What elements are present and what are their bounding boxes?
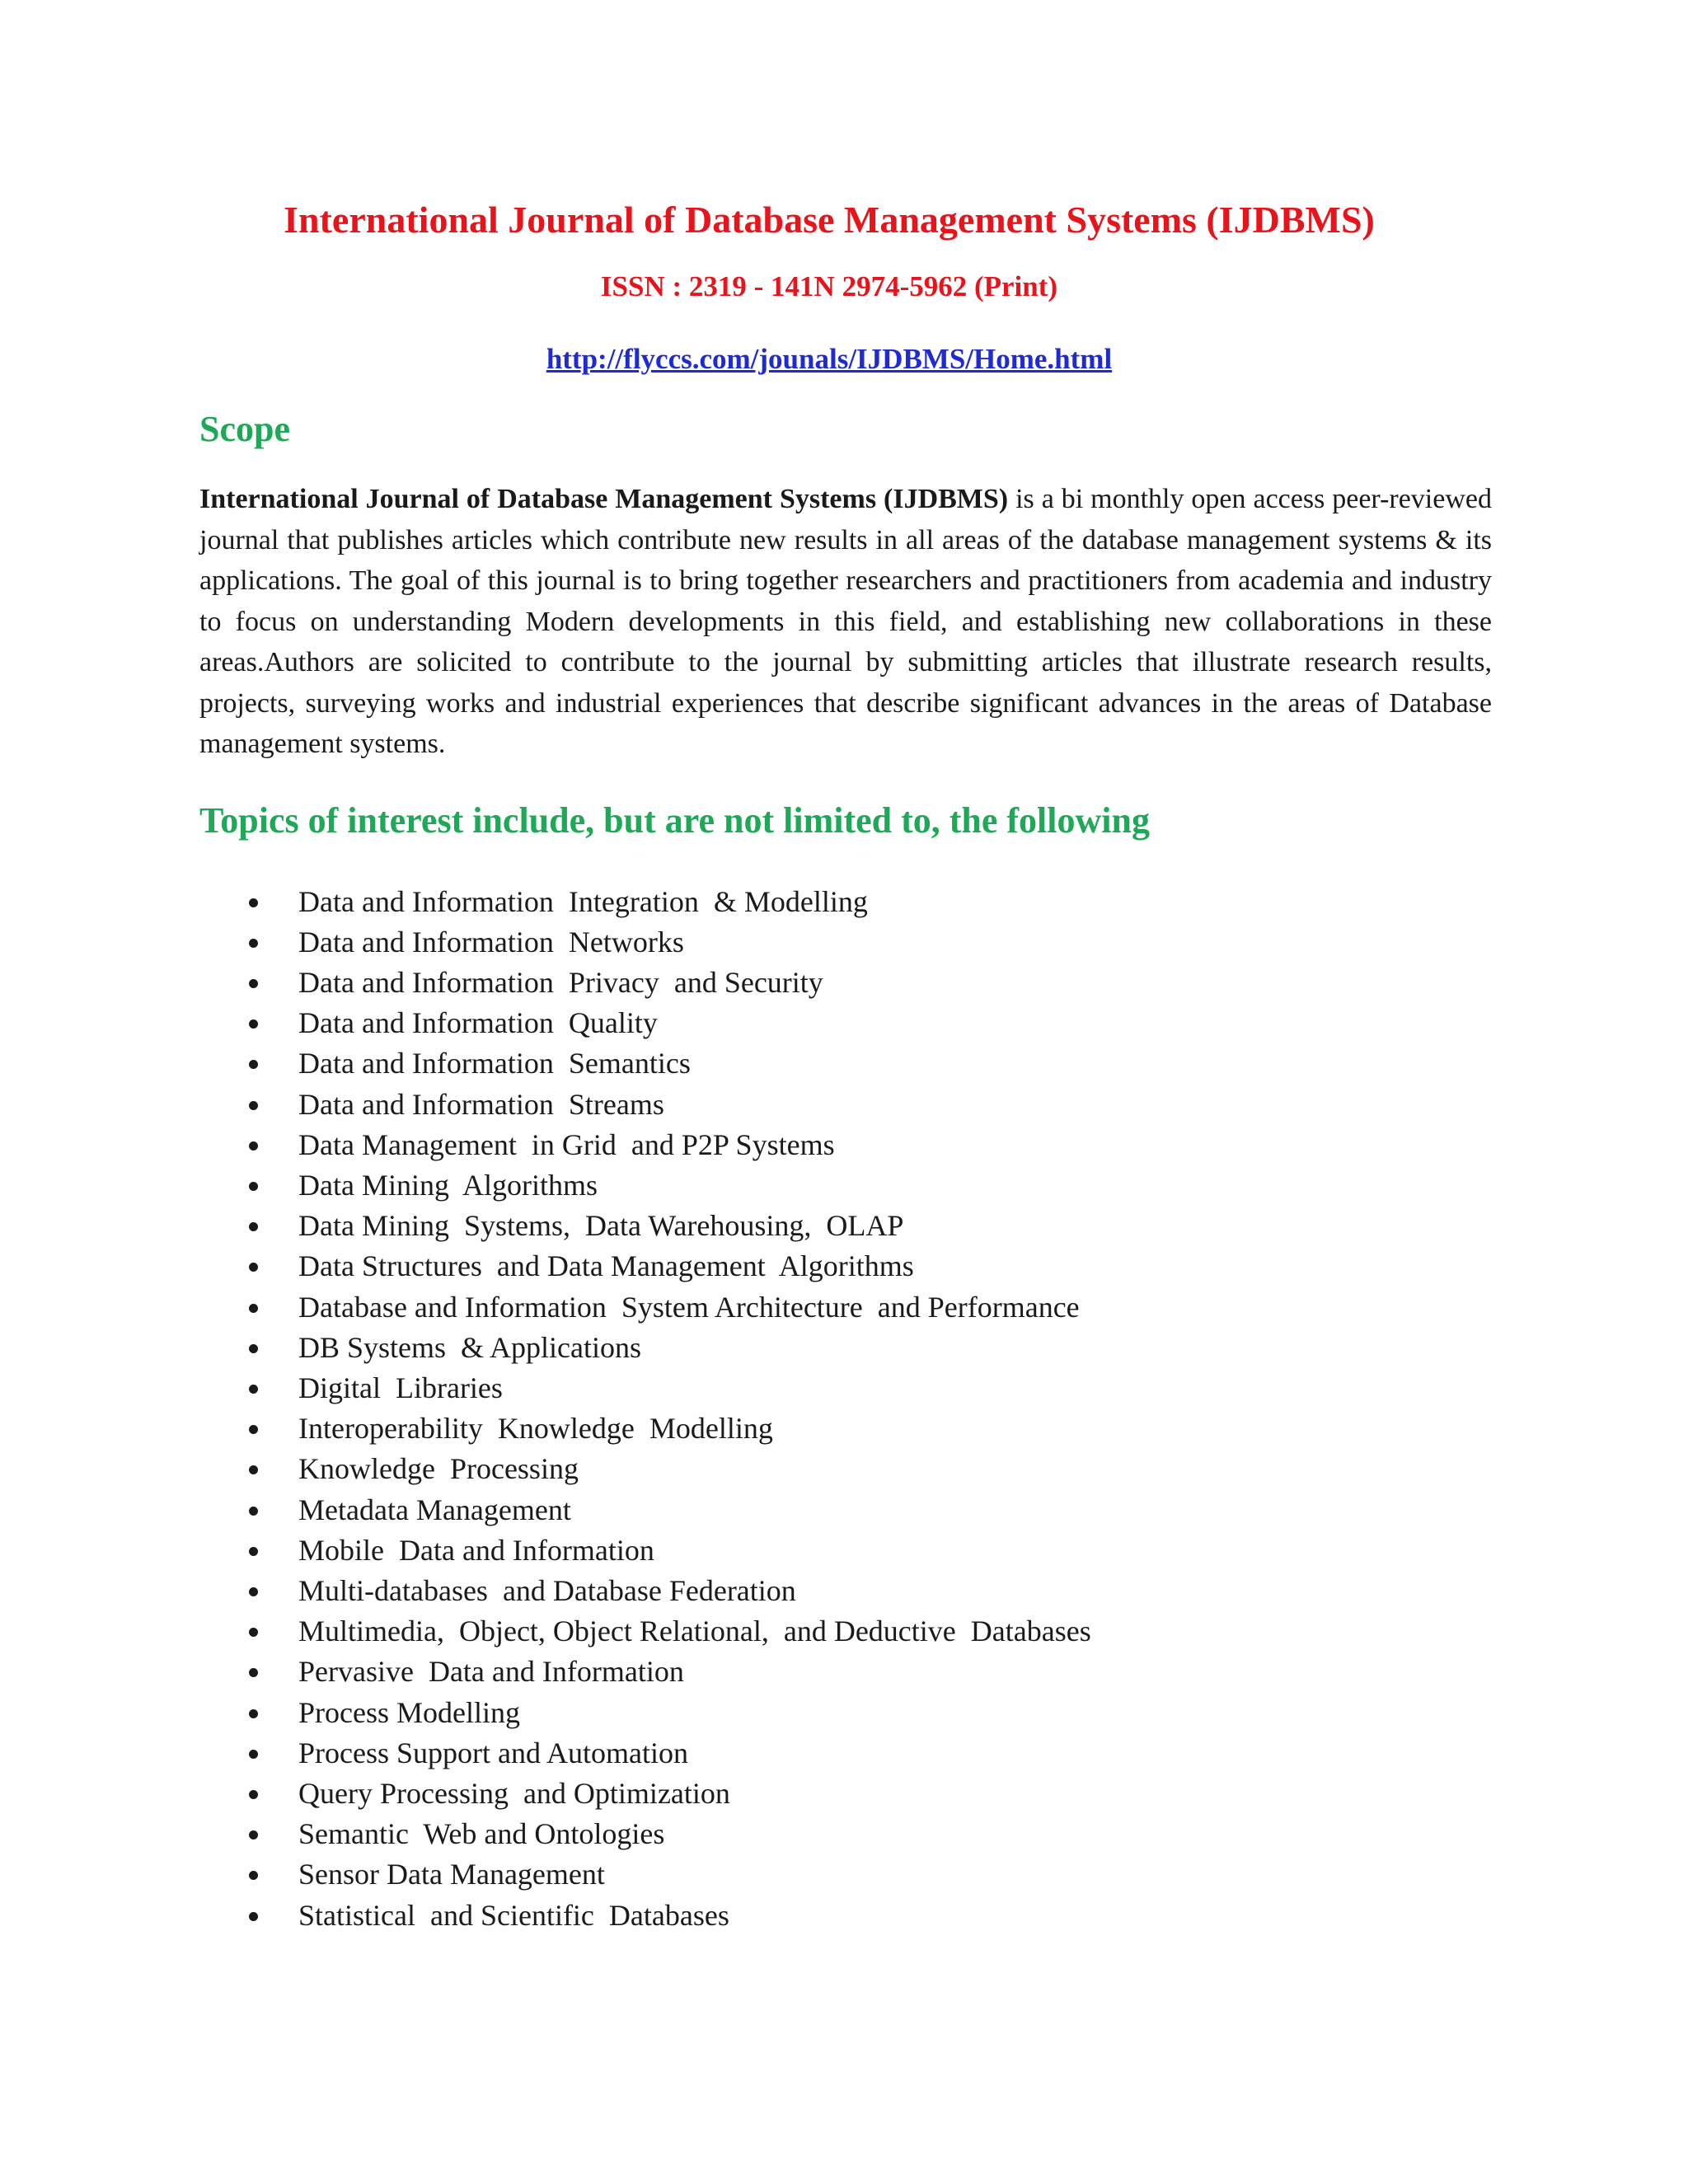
topic-label: Semantic Web and Ontologies <box>298 1817 665 1851</box>
bullet-icon <box>249 1547 258 1556</box>
bullet-icon <box>249 1750 258 1759</box>
scope-heading: Scope <box>199 409 290 449</box>
list-item <box>199 1328 1492 1368</box>
journal-title: International Journal of Database Management Systems (IJDBMS) <box>284 199 1375 241</box>
bullet-icon <box>249 1222 258 1231</box>
list-item <box>199 1896 1492 1936</box>
list-item <box>199 1287 1492 1328</box>
document-page <box>199 194 1492 1936</box>
bullet-icon <box>249 979 258 988</box>
list-item <box>199 1652 1492 1692</box>
topic-label: Process Modelling <box>298 1695 520 1729</box>
list-item <box>199 1814 1492 1854</box>
bullet-icon <box>249 1912 258 1921</box>
list-item <box>199 882 1492 922</box>
bullet-icon <box>249 1830 258 1840</box>
bullet-icon <box>249 1141 258 1151</box>
list-item <box>199 1408 1492 1449</box>
list-item <box>199 1003 1492 1043</box>
list-item <box>199 1206 1492 1246</box>
topic-label: Digital Libraries <box>298 1371 503 1404</box>
topic-label: DB Systems & Applications <box>298 1330 642 1364</box>
list-item <box>199 1165 1492 1206</box>
scope-paragraph <box>199 479 1492 765</box>
topic-label: Data and Information Networks <box>298 925 684 958</box>
topic-label: Data Mining Systems, Data Warehousing, OLAP <box>298 1209 904 1243</box>
bullet-icon <box>249 1668 258 1677</box>
topic-label: Data and Information Quality <box>298 1006 658 1040</box>
topic-label: Data Management in Grid and P2P Systems <box>298 1127 835 1161</box>
bullet-icon <box>249 939 258 948</box>
list-item <box>199 1043 1492 1084</box>
issn-line: ISSN : 2319 - 141N 2974-5962 (Print) <box>600 270 1058 302</box>
list-item <box>199 1693 1492 1733</box>
bullet-icon <box>249 1019 258 1029</box>
journal-url-link[interactable]: http://flyccs.com/jounals/IJDBMS/Home.html <box>546 343 1113 375</box>
topic-label: Data and Information Integration & Modelling <box>298 884 868 918</box>
bullet-icon <box>249 1790 258 1799</box>
bullet-icon <box>249 1587 258 1596</box>
topic-label: Metadata Management <box>298 1493 571 1526</box>
bullet-icon <box>249 1182 258 1191</box>
list-item <box>199 1085 1492 1125</box>
topic-label: Pervasive Data and Information <box>298 1655 684 1689</box>
list-item <box>199 1733 1492 1774</box>
topic-label: Database and Information System Architecture and Performance <box>298 1290 1080 1324</box>
list-item <box>199 1854 1492 1895</box>
list-item <box>199 1449 1492 1489</box>
bullet-icon <box>249 1871 258 1880</box>
scope-lead-bold: International Journal of Database Management Systems (IJDBMS) <box>199 484 1009 514</box>
list-item <box>199 1368 1492 1408</box>
bullet-icon <box>249 1344 258 1353</box>
topics-heading: Topics of interest include, but are not limited to, the following <box>199 799 1150 841</box>
topic-label: Knowledge Processing <box>298 1452 579 1486</box>
bullet-icon <box>249 1385 258 1394</box>
topic-label: Multimedia, Object, Object Relational, and Deductive Databases <box>298 1615 1091 1648</box>
list-item <box>199 1125 1492 1165</box>
topic-label: Sensor Data Management <box>298 1858 605 1891</box>
list-item <box>199 963 1492 1003</box>
bullet-icon <box>249 1628 258 1637</box>
list-item <box>199 1774 1492 1814</box>
topic-label: Interoperability Knowledge Modelling <box>298 1412 773 1446</box>
topics-list <box>199 882 1492 1936</box>
list-item <box>199 1246 1492 1286</box>
topic-label: Statistical and Scientific Databases <box>298 1898 729 1932</box>
scope-body: is a bi monthly open access peer-reviewed journal that publishes articles which contribute new results in all areas of the database management systems & its applications. The goal of this journal is to bring together researchers and practitioners from academia and industry to focus on understanding Modern developments in this field, and establishing new collaborations in these areas.Authors are solicited to contribute to the journal by submitting articles that illustrate research results, projects, surveying works and industrial experiences that describe significant advances in the areas of Database management systems. <box>199 484 1492 759</box>
topic-label: Data Structures and Data Management Algorithms <box>298 1249 914 1283</box>
bullet-icon <box>249 1507 258 1516</box>
list-item <box>199 922 1492 963</box>
bullet-icon <box>249 1465 258 1474</box>
topic-label: Data and Information Semantics <box>298 1047 691 1080</box>
topic-label: Process Support and Automation <box>298 1736 688 1769</box>
bullet-icon <box>249 898 258 907</box>
bullet-icon <box>249 1709 258 1718</box>
bullet-icon <box>249 1060 258 1069</box>
bullet-icon <box>249 1101 258 1110</box>
bullet-icon <box>249 1263 258 1272</box>
topic-label: Data and Information Privacy and Security <box>298 965 823 999</box>
topic-label: Mobile Data and Information <box>298 1533 654 1567</box>
list-item <box>199 1611 1492 1652</box>
topic-label: Data Mining Algorithms <box>298 1168 598 1202</box>
bullet-icon <box>249 1425 258 1434</box>
topic-label: Query Processing and Optimization <box>298 1776 730 1810</box>
list-item <box>199 1530 1492 1571</box>
list-item <box>199 1571 1492 1611</box>
topic-label: Data and Information Streams <box>298 1087 664 1121</box>
bullet-icon <box>249 1304 258 1313</box>
topic-label: Multi-databases and Database Federation <box>298 1573 796 1607</box>
list-item <box>199 1490 1492 1530</box>
